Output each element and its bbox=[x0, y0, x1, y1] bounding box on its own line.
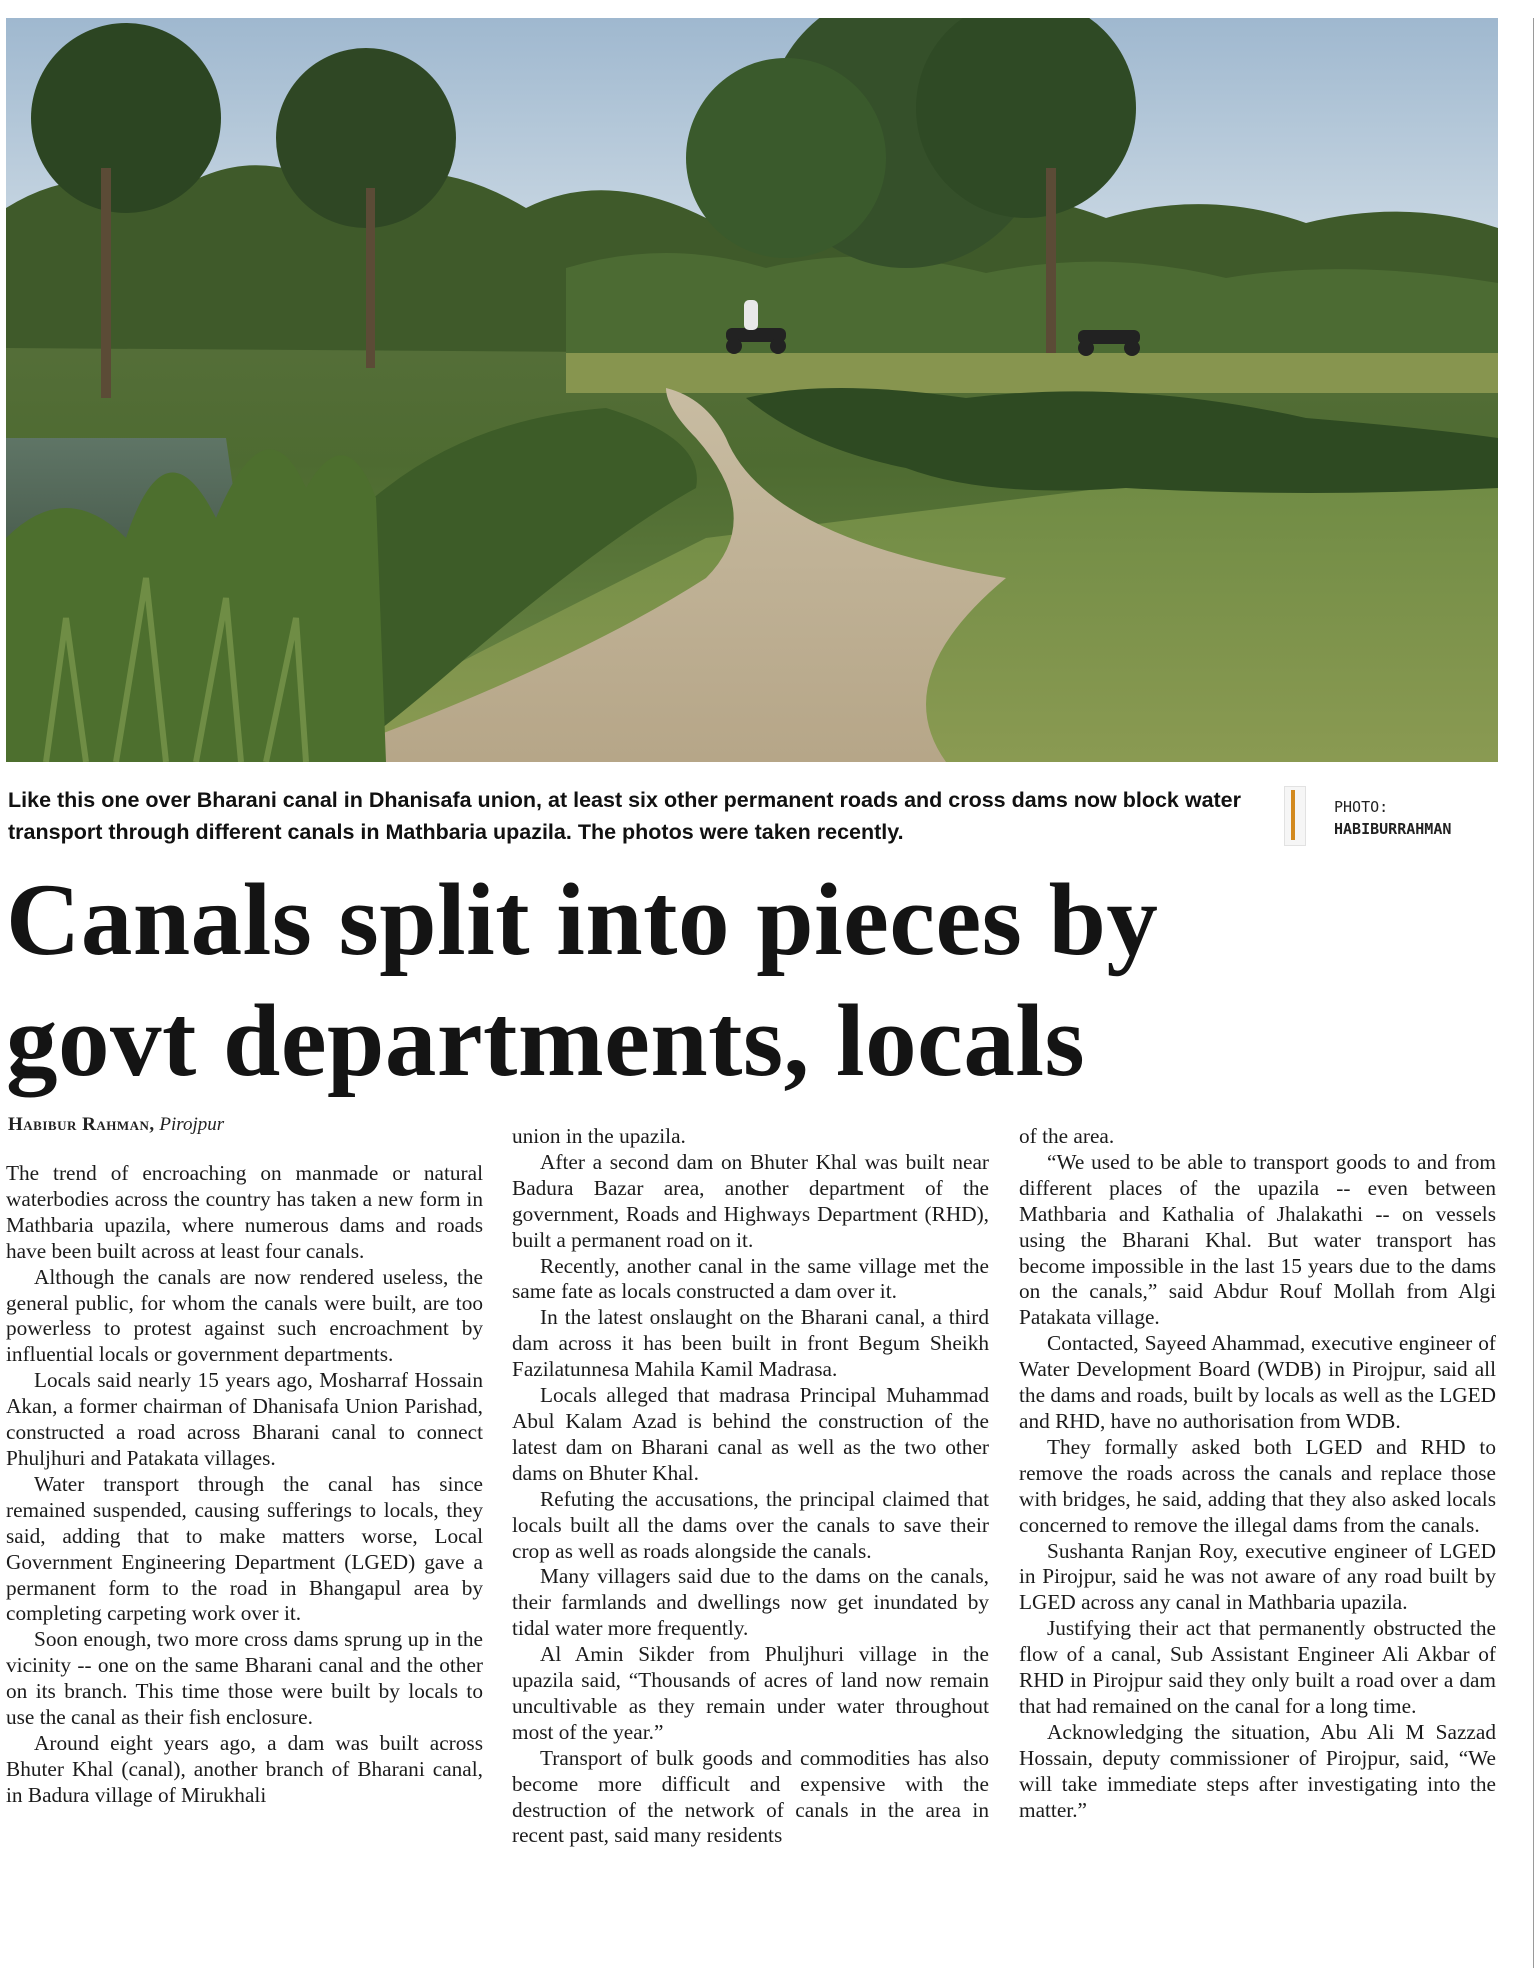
paragraph: Al Amin Sikder from Phuljhuri village in the upazila said, “Thousands of acres of land now remain uncultivable as they remain under water throughout most of the year.” bbox=[512, 1642, 989, 1744]
photo-caption: Like this one over Bharani canal in Dhanisafa union, at least six other permanent roads and cross dams now block water transport through different canals in Mathbaria upazila. The photos were taken recently. bbox=[8, 788, 1242, 844]
headline bbox=[6, 860, 1506, 1102]
headline-line-1: Canals split into pieces by bbox=[6, 863, 1159, 977]
byline-location: Pirojpur bbox=[159, 1114, 225, 1135]
photo-credit bbox=[1334, 796, 1451, 840]
article-column-1 bbox=[6, 1161, 483, 1809]
paragraph: They formally asked both LGED and RHD to remove the roads across the canals and replace those with bridges, he said, adding that they also asked locals concerned to remove the illegal dams from the canals. bbox=[1019, 1434, 1496, 1537]
credit-accent-bar bbox=[1291, 790, 1295, 840]
paragraph: Justifying their act that permanently obstructed the flow of a canal, Sub Assistant Engineer Ali Akbar of RHD in Pirojpur said they only built a road over a dam that had remained on the canal for a long time. bbox=[1019, 1616, 1496, 1718]
paragraph: of the area. bbox=[1019, 1124, 1115, 1148]
paragraph: Many villagers said due to the dams on the canals, their farmlands and dwellings now get inundated by tidal water more frequently. bbox=[512, 1564, 989, 1641]
article-column-2 bbox=[512, 1124, 989, 1849]
paragraph: Sushanta Ranjan Roy, executive engineer of LGED in Pirojpur, said he was not aware of any road built by LGED across any canal in Mathbaria upazila. bbox=[1019, 1538, 1496, 1615]
paragraph: Refuting the accusations, the principal claimed that locals built all the dams over the canals to save their crop as well as roads alongside the canals. bbox=[512, 1486, 989, 1563]
photo-illustration bbox=[6, 18, 1498, 762]
paragraph: Although the canals are now rendered useless, the general public, for whom the canals were built, are too powerless to protest against such encroachment by influential locals or government departments. bbox=[6, 1264, 483, 1367]
paragraph: Around eight years ago, a dam was built across Bhuter Khal (canal), another branch of Bharani canal, in Badura village of Mirukhali bbox=[6, 1730, 483, 1807]
photo-credit-label: PHOTO: bbox=[1334, 798, 1389, 816]
paragraph: Water transport through the canal has since remained suspended, causing sufferings to locals, they said, adding that to make matters worse, Local Government Engineering Department (LGED) gave a permanent form to the road in Bhangapul area by completing carpeting work over it. bbox=[6, 1471, 483, 1626]
paragraph: Recently, another canal in the same village met the same fate as locals constructed a dam over it. bbox=[512, 1253, 989, 1304]
paragraph: After a second dam on Bhuter Khal was built near Badura Bazar area, another department of the government, Roads and Highways Department (RHD), built a permanent road on it. bbox=[512, 1149, 989, 1252]
paragraph: In the latest onslaught on the Bharani canal, a third dam across it has been built in front Begum Sheikh Fazilatunnesa Mahila Kamil Madrasa. bbox=[512, 1305, 989, 1382]
paragraph: Locals alleged that madrasa Principal Muhammad Abul Kalam Azad is behind the construction of the latest dam on Bharani canal as well as the two other dams on Bhuter Khal. bbox=[512, 1383, 989, 1485]
paragraph: The trend of encroaching on manmade or natural waterbodies across the country has taken a new form in Mathbaria upazila, where numerous dams and roads have been built across at least four canals. bbox=[6, 1161, 483, 1263]
paragraph: union in the upazila. bbox=[512, 1124, 686, 1148]
paragraph: Soon enough, two more cross dams sprung up in the vicinity -- one on the same Bharani canal and the other on its branch. This time those were built by locals to use the canal as their fish enclosure. bbox=[6, 1627, 483, 1730]
paragraph: Transport of bulk goods and commodities has also become more difficult and expensive with the destruction of the network of canals in the area in recent past, said many residents bbox=[512, 1745, 989, 1848]
paragraph: Acknowledging the situation, Abu Ali M Sazzad Hossain, deputy commissioner of Pirojpur, said, “We will take immediate steps after investigating into the matter.” bbox=[1019, 1719, 1496, 1822]
paragraph: Locals said nearly 15 years ago, Mosharraf Hossain Akan, a former chairman of Dhanisafa Union Parishad, constructed a road across Bharani canal to connect Phuljhuri and Patakata villages. bbox=[6, 1368, 483, 1470]
credit-marker-box bbox=[1284, 786, 1306, 846]
photo-credit-name: HABIBURRAHMAN bbox=[1334, 820, 1452, 838]
byline-author: Habibur Rahman, bbox=[8, 1114, 155, 1135]
paragraph: “We used to be able to transport goods to and from different places of the upazila -- even between Mathbaria and Kathalia of Jhalakathi -- on vessels using the Bharani Khal. But water transport has become impossible in the last 15 years due to the dams on the canals,” said Abdur Rouf Mollah from Algi Patakata village. bbox=[1019, 1149, 1496, 1330]
article-photo bbox=[6, 18, 1498, 762]
page-border bbox=[1533, 18, 1534, 1968]
article-column-3 bbox=[1019, 1124, 1496, 1823]
byline bbox=[8, 1114, 224, 1136]
paragraph: Contacted, Sayeed Ahammad, executive engineer of Water Development Board (WDB) in Pirojpur, said all the dams and roads, built by locals as well as the LGED and RHD, have no authorisation from WDB. bbox=[1019, 1331, 1496, 1433]
headline-line-2: govt departments, locals bbox=[6, 984, 1086, 1098]
